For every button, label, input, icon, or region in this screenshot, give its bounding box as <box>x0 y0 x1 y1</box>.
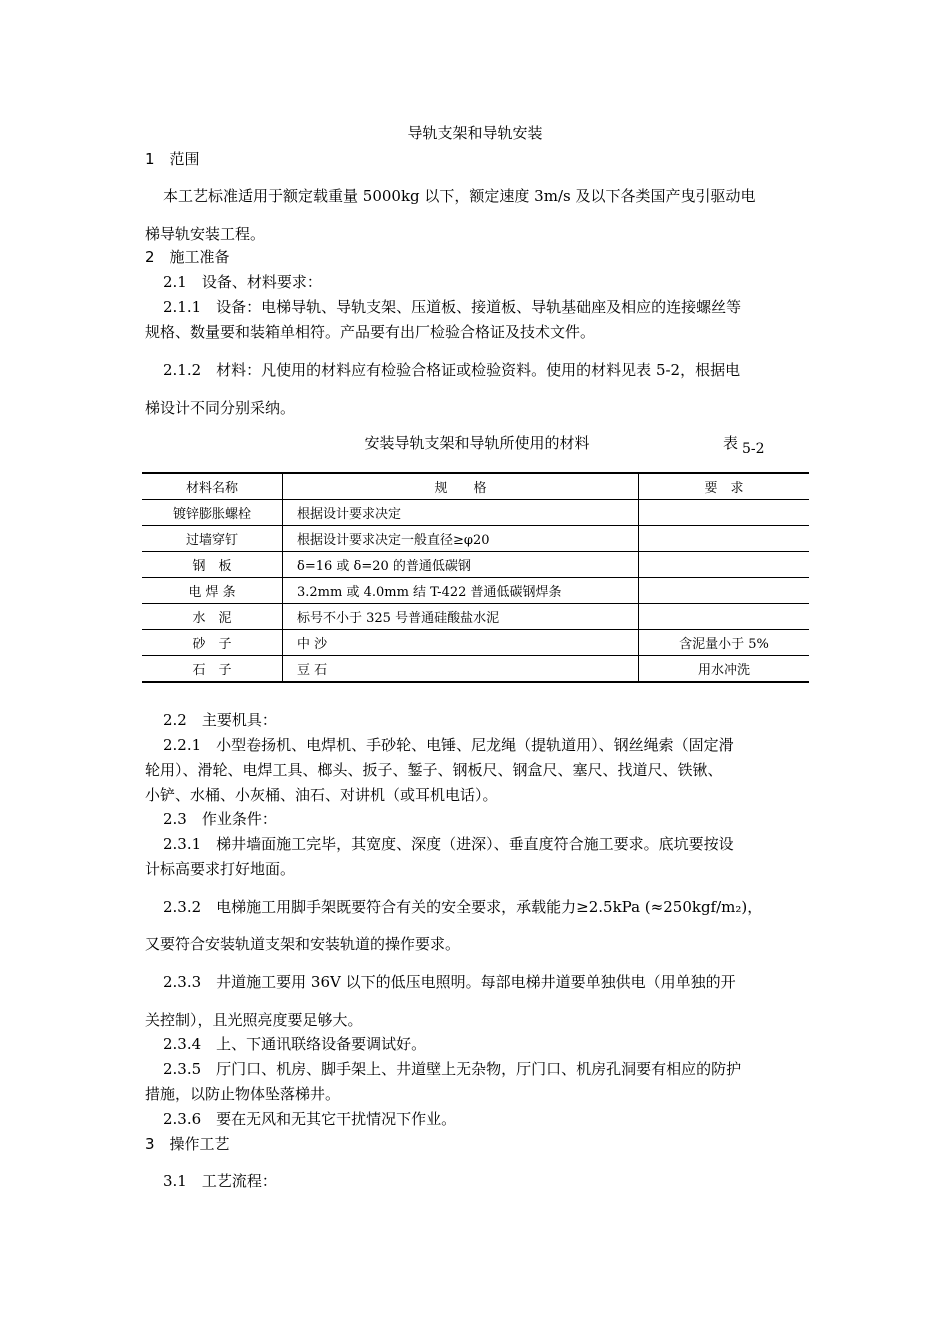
paragraph-2-3-2-line2: 又要符合安装轨道支架和安装轨道的操作要求。 <box>145 935 461 953</box>
cell-spec: 豆 石 <box>283 656 639 683</box>
cell-requirement <box>639 526 810 552</box>
paragraph-2-3-3-line1: 2.3.3 井道施工要用 36V 以下的低压电照明。每部电梯井道要单独供电（用单独的开 <box>163 973 736 991</box>
cell-spec: 根据设计要求决定一般直径≥φ20 <box>283 526 639 552</box>
cell-spec: 3.2mm 或 4.0mm 结 T-422 普通低碳钢焊条 <box>283 578 639 604</box>
subsection-2-1: 2.1 设备、材料要求： <box>163 273 322 291</box>
cell-spec: 标号不小于 325 号普通硅酸盐水泥 <box>283 604 639 630</box>
table-caption <box>145 432 809 460</box>
materials-table <box>142 472 809 683</box>
cell-material: 镀锌膨胀螺栓 <box>142 500 283 526</box>
section-heading-scope: 1 范围 <box>145 150 200 168</box>
subsection-2-3: 2.3 作业条件： <box>163 810 277 828</box>
paragraph-2-1-2-line1: 2.1.2 材料：凡使用的材料应有检验合格证或检验资料。使用的材料见表 5-2，根据电 <box>163 361 741 379</box>
table-number-label: 表 <box>723 434 739 452</box>
cell-material: 水 泥 <box>142 604 283 630</box>
section-heading-operation: 3 操作工艺 <box>145 1135 230 1153</box>
cell-spec: 中 沙 <box>283 630 639 656</box>
table-header-row <box>142 473 809 500</box>
table-row <box>142 500 809 526</box>
cell-requirement: 用水冲洗 <box>639 656 810 683</box>
paragraph-2-3-1-line2: 计标高要求打好地面。 <box>145 860 296 878</box>
cell-spec: 根据设计要求决定 <box>283 500 639 526</box>
table-row <box>142 552 809 578</box>
subsection-3-1: 3.1 工艺流程： <box>163 1172 277 1190</box>
cell-material: 电 焊 条 <box>142 578 283 604</box>
paragraph-2-2-1-line1: 2.2.1 小型卷扬机、电焊机、手砂轮、电锤、尼龙绳（提轨道用）、钢丝绳索（固定滑 <box>163 736 734 754</box>
header-material-name: 材料名称 <box>142 473 283 500</box>
paragraph-2-3-5-line2: 措施，以防止物体坠落梯井。 <box>145 1085 341 1103</box>
table-row <box>142 656 809 683</box>
paragraph-2-1-2-line2: 梯设计不同分别采纳。 <box>145 399 296 417</box>
table-number: 5-2 <box>742 441 765 457</box>
cell-requirement <box>639 552 810 578</box>
section-heading-preparation: 2 施工准备 <box>145 248 230 266</box>
paragraph-2-1-1-line2: 规格、数量要和装箱单相符。产品要有出厂检验合格证及技术文件。 <box>145 323 596 341</box>
paragraph-2-3-4: 2.3.4 上、下通讯联络设备要调试好。 <box>163 1035 427 1053</box>
document-title: 导轨支架和导轨安装 <box>407 124 543 142</box>
table-row <box>142 604 809 630</box>
header-requirement: 要 求 <box>639 473 810 500</box>
subsection-2-2: 2.2 主要机具： <box>163 711 277 729</box>
table-row <box>142 630 809 656</box>
cell-requirement <box>639 578 810 604</box>
cell-requirement <box>639 500 810 526</box>
paragraph-2-3-5-line1: 2.3.5 厅门口、机房、脚手架上、井道壁上无杂物，厅门口、机房孔洞要有相应的防护 <box>163 1060 742 1078</box>
paragraph-2-2-1-line3: 小铲、水桶、小灰桶、油石、对讲机（或耳机电话）。 <box>145 786 498 804</box>
paragraph-scope-line2: 梯导轨安装工程。 <box>145 225 266 243</box>
cell-material: 砂 子 <box>142 630 283 656</box>
paragraph-2-3-3-line2: 关控制），且光照亮度要足够大。 <box>145 1011 363 1029</box>
cell-material: 钢 板 <box>142 552 283 578</box>
paragraph-2-1-1-line1: 2.1.1 设备：电梯导轨、导轨支架、压道板、接道板、导轨基础座及相应的连接螺丝等 <box>163 298 742 316</box>
table-row <box>142 578 809 604</box>
paragraph-2-3-6: 2.3.6 要在无风和无其它干扰情况下作业。 <box>163 1110 457 1128</box>
cell-requirement <box>639 604 810 630</box>
cell-material: 石 子 <box>142 656 283 683</box>
paragraph-2-2-1-line2: 轮用）、滑轮、电焊工具、榔头、扳子、錾子、钢板尺、钢盒尺、塞尺、找道尺、铁锹、 <box>145 761 723 779</box>
cell-requirement: 含泥量小于 5% <box>639 630 810 656</box>
paragraph-2-3-2-line1: 2.3.2 电梯施工用脚手架既要符合有关的安全要求，承载能力≥2.5kPa (≈250kgf/m₂)， <box>163 898 763 916</box>
header-specification: 规 格 <box>283 473 639 500</box>
cell-spec: δ=16 或 δ=20 的普通低碳钢 <box>283 552 639 578</box>
table-row <box>142 526 809 552</box>
cell-material: 过墙穿钉 <box>142 526 283 552</box>
paragraph-2-3-1-line1: 2.3.1 梯井墙面施工完毕，其宽度、深度（进深）、垂直度符合施工要求。底坑要按设 <box>163 835 734 853</box>
paragraph-scope-line1: 本工艺标准适用于额定载重量 5000kg 以下，额定速度 3m/s 及以下各类国产曳引驱动电 <box>163 187 756 205</box>
table-caption-title: 安装导轨支架和导轨所使用的材料 <box>364 434 590 452</box>
